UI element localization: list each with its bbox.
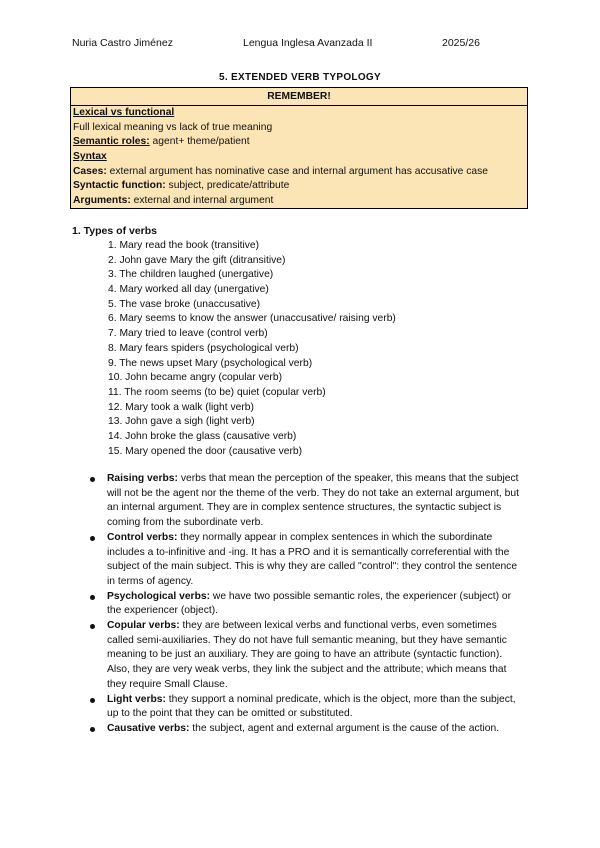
bullet-text: verbs that mean the perception of the speaker, this means that the subject will not be the agent nor the theme of the verb. They do not take an external argument, but an internal argument. They are in complex sentence structures, the syntactic subject is coming from the subordinate verb. [107, 473, 519, 529]
causative-verbs-item [90, 722, 525, 737]
bullet-icon [90, 624, 95, 629]
list-item: 4. Mary worked all day (unergative) [108, 284, 269, 296]
types-list [108, 239, 396, 459]
bullet-term: Light verbs: [107, 693, 166, 705]
header-author: Nuria Castro Jiménez [72, 37, 173, 49]
lexical-text: Full lexical meaning vs lack of true meaning [73, 121, 273, 133]
list-item: 1. Mary read the book (transitive) [108, 240, 260, 251]
bullet-icon [90, 477, 95, 482]
types-heading: 1. Types of verbs [72, 225, 158, 237]
list-item: 9. The news upset Mary (psychological verb) [108, 357, 313, 369]
list-item: 6. Mary seems to know the answer (unaccusative/ raising verb) [108, 313, 396, 325]
arguments-text: external and internal argument [130, 195, 274, 207]
bullet-text: they normally appear in complex sentences in which the subordinate includes a to-infinitive and -ing. It has a PRO and it is semantically correferential with the subject of the main subject. This is why they are called "control": they control the sentence in terms of agency. [107, 531, 518, 587]
bullet-icon [90, 727, 95, 732]
list-item: 12. Mary took a walk (light verb) [108, 401, 254, 413]
list-item: 10. John became angry (copular verb) [108, 372, 282, 384]
control-verbs-item [90, 531, 525, 590]
semantic-roles-text: agent+ theme/patient [149, 136, 250, 148]
list-item: 7. Mary tried to leave (control verb) [108, 328, 268, 340]
bullet-term: Causative verbs: [107, 722, 190, 734]
bullet-text: they support a nominal predicate, which is the object, more than the subject, up to the point that they can be omitted or substituted. [107, 693, 516, 720]
cases-text: external argument has nominative case and internal argument has accusative case [106, 165, 488, 177]
syntax-heading-line [71, 150, 527, 165]
bullet-term: Raising verbs: [107, 473, 178, 484]
bullet-term: Psychological verbs: [107, 590, 211, 602]
page-header [72, 37, 528, 51]
list-item: 13. John gave a sigh (light verb) [108, 416, 255, 428]
list-item: 5. The vase broke (unaccusative) [108, 298, 261, 310]
bullet-term: Control verbs: [107, 531, 178, 543]
psychological-verbs-item [90, 590, 525, 619]
bullet-icon [90, 698, 95, 703]
bullet-icon [90, 536, 95, 541]
syntactic-function-line [71, 179, 527, 194]
list-item: 15. Mary opened the door (causative verb) [108, 445, 303, 457]
cases-label: Cases: [73, 165, 107, 177]
bullet-text: we have two possible semantic roles, the experiencer (subject) or the experiencer (object). [107, 590, 512, 617]
arguments-label: Arguments: [73, 195, 131, 207]
list-item: 2. John gave Mary the gift (ditransitive) [108, 254, 286, 266]
list-item: 11. The room seems (to be) quiet (copular verb) [108, 386, 326, 398]
verb-definitions-list [90, 472, 525, 737]
raising-verbs-item [90, 472, 525, 531]
bullet-icon [90, 595, 95, 600]
section-title: 5. EXTENDED VERB TYPOLOGY [219, 72, 381, 83]
lexical-heading: Lexical vs functional [73, 107, 175, 118]
header-year: 2025/26 [442, 37, 480, 49]
semantic-roles-label: Semantic roles: [73, 136, 150, 148]
copular-verbs-item [90, 619, 525, 693]
header-course: Lengua Inglesa Avanzada II [243, 37, 373, 49]
cases-line [71, 165, 527, 180]
bullet-term: Copular verbs: [107, 620, 180, 632]
remember-title: REMEMBER! [71, 88, 527, 106]
bullet-text: the subject, agent and external argument is the cause of the action. [189, 722, 500, 734]
arguments-line [71, 194, 527, 209]
syntactic-function-label: Syntactic function: [73, 180, 166, 192]
list-item: 8. Mary fears spiders (psychological verb) [108, 342, 299, 354]
semantic-roles-line [71, 135, 527, 150]
syntactic-function-text: subject, predicate/attribute [165, 180, 290, 192]
list-item: 3. The children laughed (unergative) [108, 269, 274, 281]
light-verbs-item [90, 693, 525, 722]
remember-box [70, 87, 528, 209]
bullet-text: they are between lexical verbs and functional verbs, even sometimes called semi-auxiliaries. They do not have full semantic meaning, but they have semantic meaning to be just an auxiliary. They are going to have an attribute (syntactic function). Also, they are very weak verbs, they link the subject and the attribute; which means that they require Small Clause. [107, 620, 507, 690]
syntax-heading: Syntax [73, 151, 107, 163]
lexical-heading-line [71, 106, 527, 121]
list-item: 14. John broke the glass (causative verb) [108, 430, 297, 442]
